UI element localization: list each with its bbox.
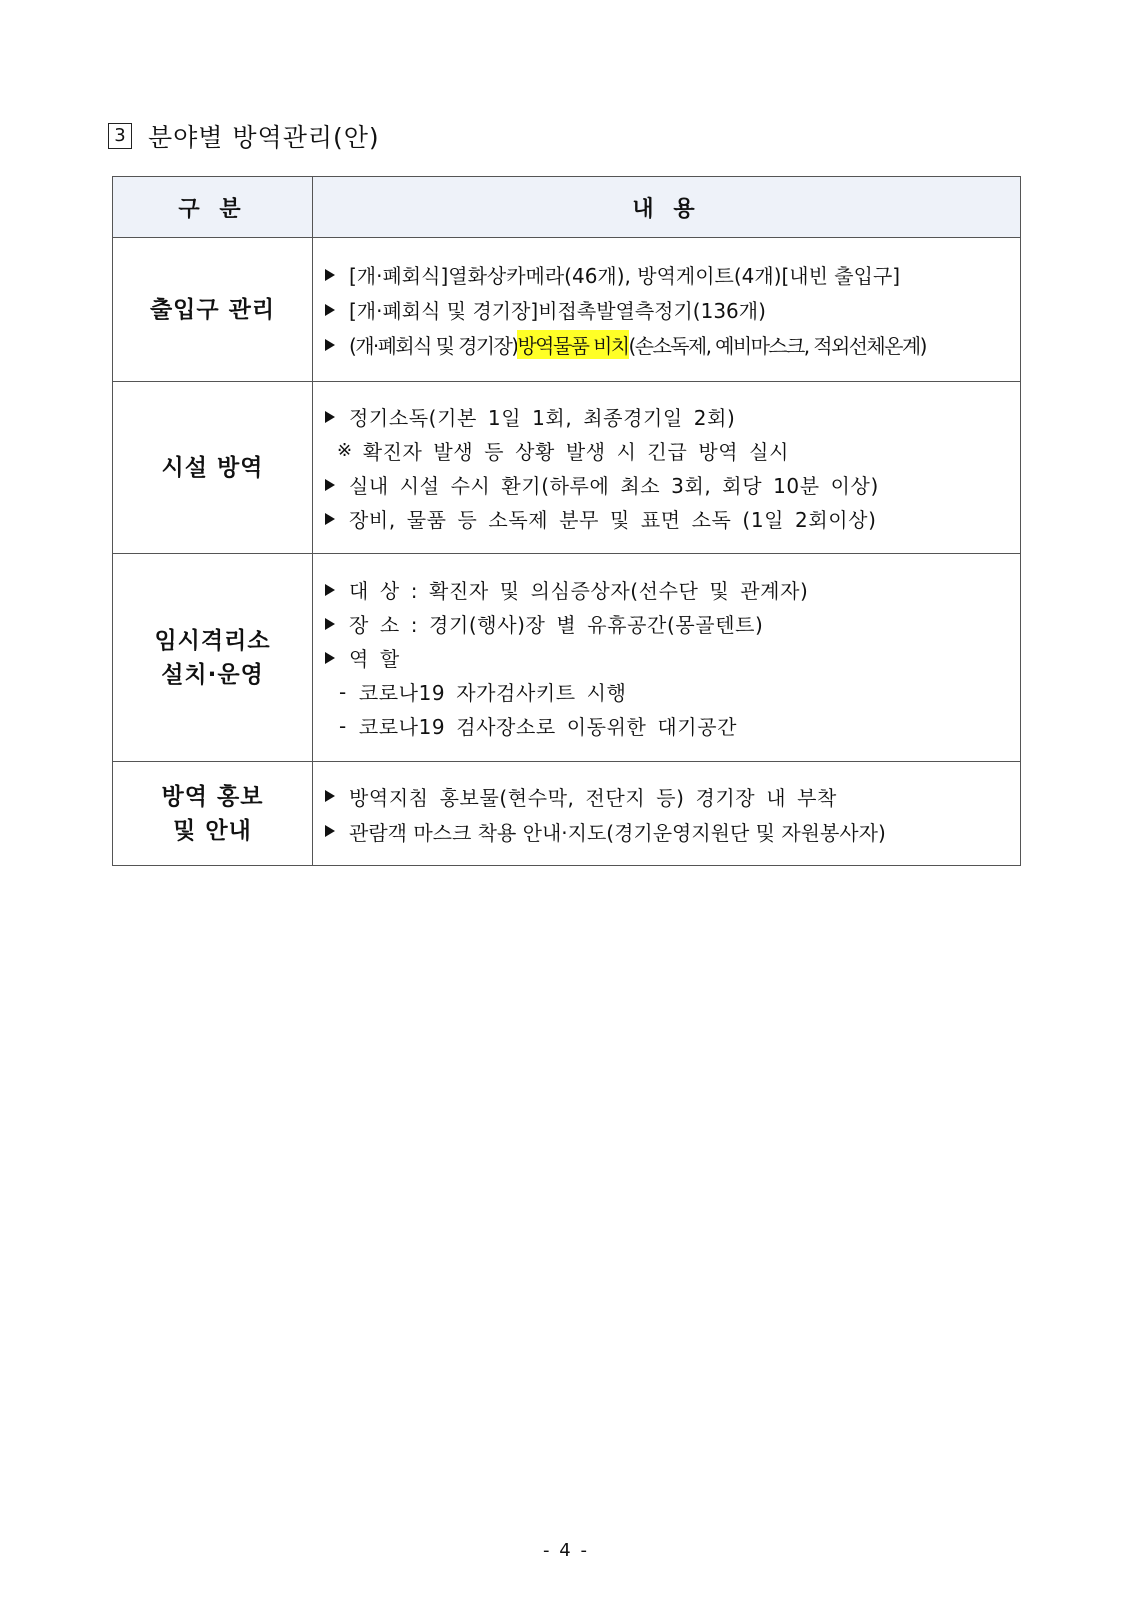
category-label: 임시격리소	[154, 627, 271, 654]
item-text-after: (손소독제, 예비마스크, 적외선체온계)	[628, 334, 926, 358]
content-cell	[313, 238, 1021, 382]
category-label: 방역 홍보	[161, 783, 264, 810]
list-item	[323, 468, 1012, 502]
triangle-bullet-icon	[325, 339, 335, 351]
list-item	[323, 641, 1012, 675]
category-label: 시설 방역	[161, 454, 264, 481]
dash-mark: -	[339, 713, 347, 738]
table-row-isolation	[113, 554, 1021, 762]
item-text: 확진자 발생 등 상황 발생 시 긴급 방역 실시	[362, 440, 789, 464]
item-text-before: (개·폐회식 및 경기장)	[349, 334, 518, 358]
list-item	[323, 292, 1012, 327]
category-cell	[113, 554, 313, 762]
triangle-bullet-icon	[325, 479, 335, 491]
sub-item	[323, 709, 1012, 743]
item-text: 장비, 물품 등 소독제 분무 및 표면 소독 (1일 2회이상)	[349, 508, 877, 532]
list-item	[323, 814, 1012, 849]
list-item	[323, 573, 1012, 607]
sub-item	[323, 675, 1012, 709]
item-text: 방역지침 홍보물(현수막, 전단지 등) 경기장 내 부착	[349, 785, 837, 810]
category-label: 설치·운영	[161, 661, 264, 688]
item-text: 정기소독(기본 1일 1회, 최종경기일 2회)	[349, 406, 736, 430]
triangle-bullet-icon	[325, 652, 335, 664]
list-item	[323, 257, 1012, 292]
section-number: 3	[108, 123, 132, 149]
content-cell	[313, 554, 1021, 762]
section-title: 분야별 방역관리(안)	[148, 123, 380, 152]
header-content: 내 용	[313, 177, 1021, 238]
triangle-bullet-icon	[325, 790, 335, 802]
triangle-bullet-icon	[325, 411, 335, 423]
category-label: 및 안내	[173, 817, 252, 844]
item-text: 코로나19 자가검사키트 시행	[358, 681, 627, 705]
category-cell	[113, 762, 313, 866]
page-number: - 4 -	[543, 1540, 589, 1561]
list-item	[323, 779, 1012, 814]
dash-mark: -	[339, 679, 347, 704]
item-text: 실내 시설 수시 환기(하루에 최소 3회, 회당 10분 이상)	[349, 474, 879, 498]
item-text: 관람객 마스크 착용 안내·지도(경기운영지원단 및 자원봉사자)	[349, 820, 886, 845]
table-row-entrance	[113, 238, 1021, 382]
highlighted-text: 방역물품 비치	[517, 330, 628, 359]
item-text: [개·폐회식 및 경기장]비접촉발열측정기(136개)	[349, 299, 766, 323]
content-cell	[313, 382, 1021, 554]
header-category: 구 분	[113, 177, 313, 238]
content-cell	[313, 762, 1021, 866]
table-row-promotion	[113, 762, 1021, 866]
triangle-bullet-icon	[325, 513, 335, 525]
item-text: [개·폐회식]열화상카메라(46개), 방역게이트(4개)[내빈 출입구]	[349, 264, 901, 288]
item-text: 대 상 : 확진자 및 의심증상자(선수단 및 관계자)	[349, 579, 809, 603]
triangle-bullet-icon	[325, 584, 335, 596]
section-heading	[108, 116, 380, 156]
list-item	[323, 327, 1012, 362]
table-header-row	[113, 177, 1021, 238]
triangle-bullet-icon	[325, 304, 335, 316]
triangle-bullet-icon	[325, 825, 335, 837]
item-text: 역 할	[349, 647, 400, 671]
category-label: 출입구 관리	[149, 296, 276, 323]
category-cell	[113, 382, 313, 554]
quarantine-management-table	[112, 176, 1021, 866]
table-row-facility	[113, 382, 1021, 554]
triangle-bullet-icon	[325, 269, 335, 281]
reference-mark-icon: ※	[337, 440, 353, 461]
list-item	[323, 400, 1012, 434]
triangle-bullet-icon	[325, 618, 335, 630]
list-item	[323, 607, 1012, 641]
category-cell	[113, 238, 313, 382]
list-item	[323, 502, 1012, 536]
note-item	[323, 434, 1012, 468]
item-text: 코로나19 검사장소로 이동위한 대기공간	[358, 715, 738, 739]
item-text: 장 소 : 경기(행사)장 별 유휴공간(몽골텐트)	[349, 613, 764, 637]
